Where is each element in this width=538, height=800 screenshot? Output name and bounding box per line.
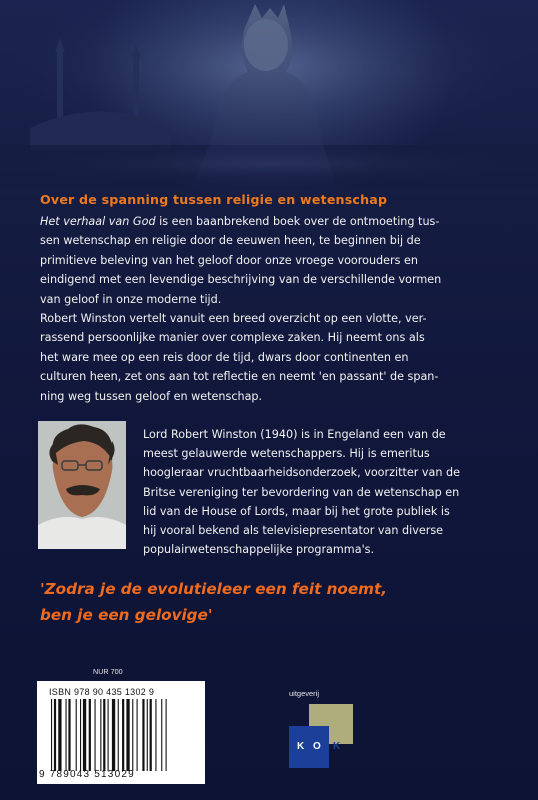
ean-digits: 9 789043 513029	[39, 769, 135, 780]
barcode-bar	[118, 699, 119, 771]
barcode-bar	[80, 699, 81, 771]
description-paragraph-2: Robert Winston vertelt vanuit een breed overzicht op een vlotte, ver- rassend persoonlijke manier over complexe zaken. Hij neemt ons als het ware mee op een reis door de tijd, dwars door continenten en culturen heen, zet ons aan tot reflectie en neemt 'en passant' de span- ning weg tussen geloof en wetenschap.	[40, 312, 439, 403]
publisher-label: uitgeverij	[289, 689, 320, 698]
barcode-bar	[68, 699, 70, 771]
barcode-bar	[126, 699, 129, 771]
kok-logo	[289, 704, 353, 768]
section-heading: Over de spanning tussen religie en wetenschap	[40, 192, 388, 207]
barcode-bar	[54, 699, 56, 771]
barcode-bar	[89, 699, 91, 771]
barcode-bar	[66, 699, 67, 771]
barcode-bar	[83, 699, 86, 771]
barcode-bar	[137, 699, 138, 771]
barcode-bar	[100, 699, 101, 771]
barcode-bar	[155, 699, 156, 771]
logo-letter: K	[333, 741, 341, 752]
logo-letter: O	[313, 741, 321, 752]
logo-blue-square	[289, 726, 329, 768]
barcode-bar	[112, 699, 115, 771]
author-photo	[38, 421, 126, 549]
barcode-bar	[76, 699, 77, 771]
cover-photo-statue-and-mosque	[0, 0, 538, 190]
barcode	[49, 699, 197, 771]
barcode-bar	[166, 699, 167, 771]
book-title-italic: Het verhaal van God	[40, 215, 156, 228]
pull-quote: 'Zodra je de evolutieleer een feit noemt, ben je een gelovige'	[40, 580, 388, 624]
description-paragraph-1: Het verhaal van God is een baanbrekend boek over de ontmoeting tus- sen wetenschap en religie door de eeuwen heen, te beginnen bij de primitieve beleving van het geloof door onze vroege voorouders en eindigend met een levendige beschrijving van de verschillende vormen van geloof in onze moderne tijd.	[40, 215, 442, 306]
barcode-bar	[142, 699, 144, 771]
book-description	[40, 212, 502, 406]
barcode-bar	[132, 699, 133, 771]
barcode-bar	[161, 699, 162, 771]
barcode-bar	[95, 699, 96, 771]
logo-letter: K	[297, 741, 305, 752]
barcode-bar	[51, 699, 52, 771]
barcode-bar	[103, 699, 105, 771]
nur-code: NUR 700	[93, 667, 123, 676]
author-bio: Lord Robert Winston (1940) is in Engeland een van de meest gelauwerde wetenschappers. Hij is emeritus hoogleraar vruchtbaarheidsonderzoek, voorzitter van de Britse vereniging ter bevordering van de wetenschap en lid van de House of Lords, maar bij het grote publiek is hij vooral bekend als televisiepresentator van diverse populairwetenschappelijke programma's.	[143, 428, 461, 557]
barcode-bar	[122, 699, 124, 771]
isbn-number: ISBN 978 90 435 1302 9	[49, 687, 155, 697]
barcode-bar	[150, 699, 152, 771]
barcode-bar	[147, 699, 148, 771]
barcode-bar	[108, 699, 109, 771]
barcode-label	[37, 681, 205, 784]
barcode-bar	[58, 699, 61, 771]
